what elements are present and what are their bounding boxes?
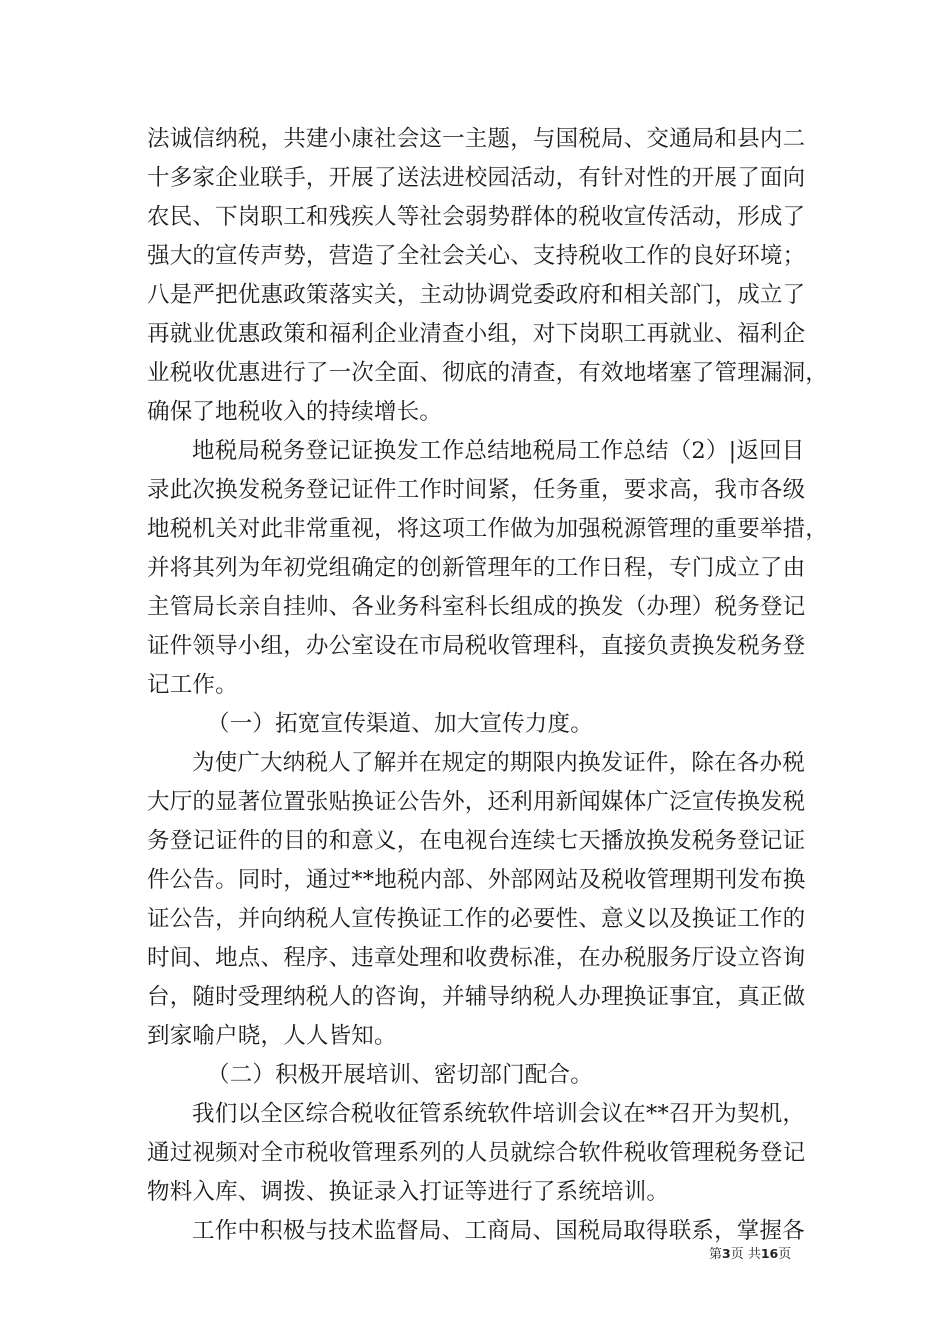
text-line: 证公告，并向纳税人宣传换证工作的必要性、意义以及换证工作的 [147, 906, 806, 932]
text-line: 我们以全区综合税收征管系统软件培训会议在**召开为契机， [192, 1101, 806, 1127]
text-line: 地税机关对此非常重视，将这项工作做为加强税源管理的重要举措， [147, 516, 829, 542]
footer-prefix: 第 [709, 1247, 723, 1262]
text-line: 录此次换发税务登记证件工作时间紧，任务重，要求高，我市各级 [147, 477, 806, 503]
text-line: 八是严把优惠政策落实关，主动协调党委政府和相关部门，成立了 [147, 282, 806, 308]
text-line: 为使广大纳税人了解并在规定的期限内换发证件，除在各办税 [192, 750, 805, 776]
subheading-line: （二）积极开展培训、密切部门配合。 [207, 1062, 593, 1088]
text-line: 记工作。 [147, 672, 238, 698]
text-line: 法诚信纳税，共建小康社会这一主题，与国税局、交通局和县内二 [147, 126, 806, 152]
text-line: 时间、地点、程序、违章处理和收费标准，在办税服务厅设立咨询 [147, 945, 806, 971]
text-line: 台，随时受理纳税人的咨询，并辅导纳税人办理换证事宜，真正做 [147, 984, 806, 1010]
text-line: 通过视频对全市税收管理系列的人员就综合软件税收管理税务登记 [147, 1140, 806, 1166]
text-line: 确保了地税收入的持续增长。 [147, 399, 443, 425]
text-line: 物料入库、调拨、换证录入打证等进行了系统培训。 [147, 1179, 670, 1205]
page-total-number: 16 [760, 1246, 779, 1261]
text-line: 十多家企业联手，开展了送法进校园活动，有针对性的开展了面向 [147, 165, 806, 191]
text-line: 件公告。同时，通过**地税内部、外部网站及税收管理期刊发布换 [147, 867, 806, 893]
text-line: 务登记证件的目的和意义，在电视台连续七天播放换发税务登记证 [147, 828, 806, 854]
footer-middle: 页 共 [730, 1247, 761, 1262]
text-line: 强大的宣传声势，营造了全社会关心、支持税收工作的良好环境； [147, 243, 806, 269]
text-line: 农民、下岗职工和残疾人等社会弱势群体的税收宣传活动，形成了 [147, 204, 806, 230]
section-heading-line: 地税局税务登记证换发工作总结地税局工作总结（2）|返回目 [192, 438, 805, 464]
text-line: 再就业优惠政策和福利企业清查小组，对下岗职工再就业、福利企 [147, 321, 806, 347]
text-line: 工作中积极与技术监督局、工商局、国税局取得联系，掌握各 [192, 1218, 805, 1244]
text-line: 业税收优惠进行了一次全面、彻底的清查，有效地堵塞了管理漏洞， [147, 360, 829, 386]
page-footer [709, 1246, 791, 1263]
footer-suffix: 页 [778, 1247, 792, 1262]
text-line: 到家喻户晓，人人皆知。 [147, 1023, 397, 1049]
text-line: 主管局长亲自挂帅、各业务科室科长组成的换发（办理）税务登记 [147, 594, 806, 620]
subheading-line: （一）拓宽宣传渠道、加大宣传力度。 [207, 711, 593, 737]
text-line: 证件领导小组，办公室设在市局税收管理科，直接负责换发税务登 [147, 633, 806, 659]
text-line: 大厅的显著位置张贴换证公告外，还利用新闻媒体广泛宣传换发税 [147, 789, 806, 815]
text-line: 并将其列为年初党组确定的创新管理年的工作日程，专门成立了由 [147, 555, 806, 581]
page-current-number: 3 [722, 1246, 731, 1261]
